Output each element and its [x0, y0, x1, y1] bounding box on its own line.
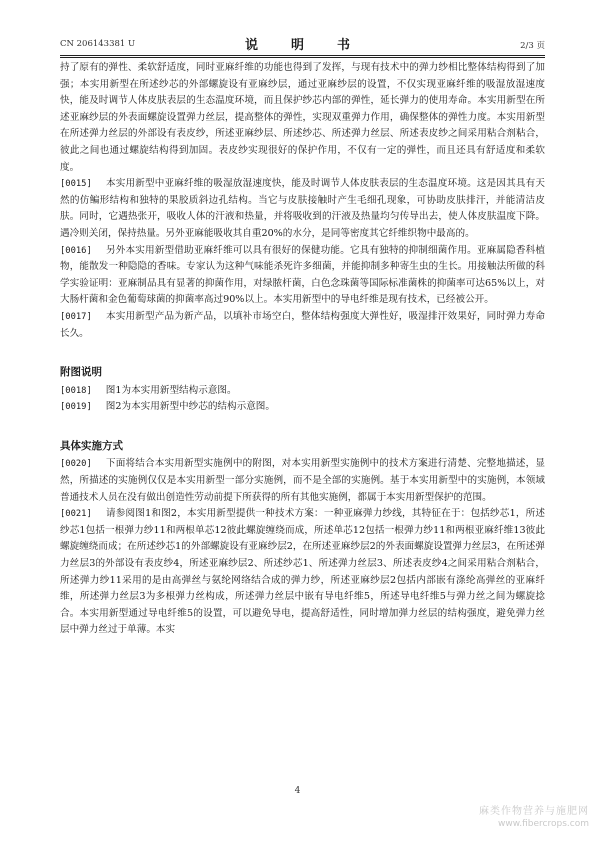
- paragraph-0018: [60, 383, 545, 400]
- publication-number: CN 206143381 U: [60, 39, 136, 49]
- paragraph-text: 图2为本实用新型中纱芯的结构示意图。: [105, 401, 275, 413]
- section-heading-figures: 附图说明: [60, 366, 102, 379]
- paragraph-text: 另外本实用新型借助亚麻纤维可以具有很好的保健功能。它具有独特的抑制细菌作用。亚麻属隐香科植物，能散发一种隐隐的香味。专家认为这种气味能杀死许多细菌，并能抑制多种寄生虫的生长。用接触法所做的科学实验证明：亚麻制品具有显著的抑菌作用，对绿脓杆菌，白色念珠菌等国际标准菌株的抑菌率可达65%以上，对大肠杆菌和金色葡萄球菌的抑菌率高过90%以上。本实用新型中的导电纤维是现有技术，已经被公开。: [60, 244, 545, 306]
- paragraph-continued: 持了原有的弹性、柔软舒适度，同时亚麻纤维的功能也得到了发挥，与现有技术中的弹力纱相比整体结构得到了加强；本实用新型在所述纱芯的外部螺旋设有亚麻纱层，通过亚麻纱层的设置，不仅实现亚麻纤维的吸湿放湿速度快，能及时调节人体皮肤表层的生态温度环境，而且保护纱芯内部的弹性，延长弹力的使用寿命。本实用新型在所述亚麻纱层的外表面螺旋设置弹力丝层，提高整体的弹性，实现双重弹力作用，确保整体的弹性力度。本实用新型在所述弹力丝层的外部设有表皮纱，所述亚麻纱层、所述纱芯、所述弹力丝层、所述表皮纱之间采用粘合剂粘合，彼此之间也通过螺旋结构得到加固。表皮纱实现很好的保护作用，不仅有一定的弹性，而且还具有舒适度和柔软度。: [60, 62, 545, 173]
- paragraph-number: [0015]: [60, 179, 92, 190]
- document-title: 说 明 书: [244, 38, 360, 53]
- paragraph-0015: [60, 176, 545, 242]
- watermark: [479, 806, 589, 830]
- paragraph-0016: [60, 243, 545, 309]
- paragraph-number: [0021]: [60, 509, 92, 520]
- watermark-site-name: 麻类作物营养与施肥网: [479, 806, 589, 817]
- page-number: 4: [294, 786, 301, 796]
- paragraph-text: 图1为本实用新型结构示意图。: [105, 384, 237, 396]
- paragraph-number: [0017]: [60, 311, 92, 322]
- paragraph-text: 本实用新型中亚麻纤维的吸湿放湿速度快，能及时调节人体皮肤表层的生态温度环境。这是因其具有天然的仿鳊形结构和独特的果胶质斜边孔结构。当它与皮肤接触时产生毛细孔现象，可协助皮肤排汗，并能清洁皮肤。同时，它遇热张开，吸收人体的汗液和热量，并将吸收到的汗液及热量均匀传导出去，使人体皮肤温度下降。遇冷则关闭，保持热量。另外亚麻能吸收其自重20%的水分，是同等密度其它纤维织物中最高的。: [60, 178, 545, 239]
- paragraph-0021: [60, 506, 545, 639]
- paragraph-number: [0016]: [60, 245, 92, 256]
- paragraph-0019: [60, 399, 545, 416]
- watermark-url: www.fibercrops.com: [498, 819, 589, 829]
- paragraph-number: [0019]: [60, 402, 92, 413]
- paragraph-0020: [60, 456, 545, 506]
- paragraph-text: 本实用新型产品为新产品，以填补市场空白，整体结构强度大弹性好，吸湿排汗效果好，同时弹力寿命长久。: [60, 310, 545, 339]
- document-body: [60, 60, 545, 639]
- paragraph-number: [0018]: [60, 385, 92, 396]
- header-rule-top: [60, 55, 545, 56]
- paragraph-0017: [60, 309, 545, 342]
- header-rule-bottom: [60, 57, 545, 58]
- paragraph-text: 请参阅图1和图2，本实用新型提供一种技术方案：一种亚麻弹力纱线，其特征在于：包括纱芯1，所述纱芯1包括一根弹力纱11和两根单芯12彼此螺旋缠绕而成，所述单芯12包括一根弹力纱11和两根亚麻纤维13彼此螺旋缠绕而成；在所述纱芯1的外部螺旋设有亚麻纱层2，在所述亚麻纱层2的外表面螺旋设置弹力丝层3，在所述弹力丝层3的外部设有表皮纱4，所述亚麻纱层2、所述纱芯1、所述弹力丝层3、所述表皮纱4之间采用粘合剂粘合，所述弹力纱11采用的是由高弹丝与氨纶网络结合成的弹力纱，所述亚麻纱层2包括内部嵌有涤纶高弹丝的亚麻纤维，所述弹力丝层3为多根弹力丝构成，所述弹力丝层中嵌有导电纤维5，所述导电纤维5与弹力丝之间为螺旋捻合。本实用新型通过导电纤维5的设置，可以避免导电，提高舒适性，同时增加弹力丝层的结构强度，避免弹力丝层中弹力丝过于单薄。本实: [60, 508, 545, 636]
- page-indicator: 2/3 页: [520, 41, 545, 51]
- paragraph-number: [0020]: [60, 459, 92, 470]
- paragraph-text: 下面将结合本实用新型实施例中的附图，对本实用新型实施例中的技术方案进行清楚、完整地描述，显然，所描述的实施例仅仅是本实用新型一部分实施例，而不是全部的实施例。基于本实用新型中的实施例，本领域普通技术人员在没有做出创造性劳动前提下所获得的所有其他实施例，都属于本实用新型保护的范围。: [60, 458, 545, 503]
- section-heading-embodiments: 具体实施方式: [60, 439, 123, 452]
- page-header: [60, 34, 545, 54]
